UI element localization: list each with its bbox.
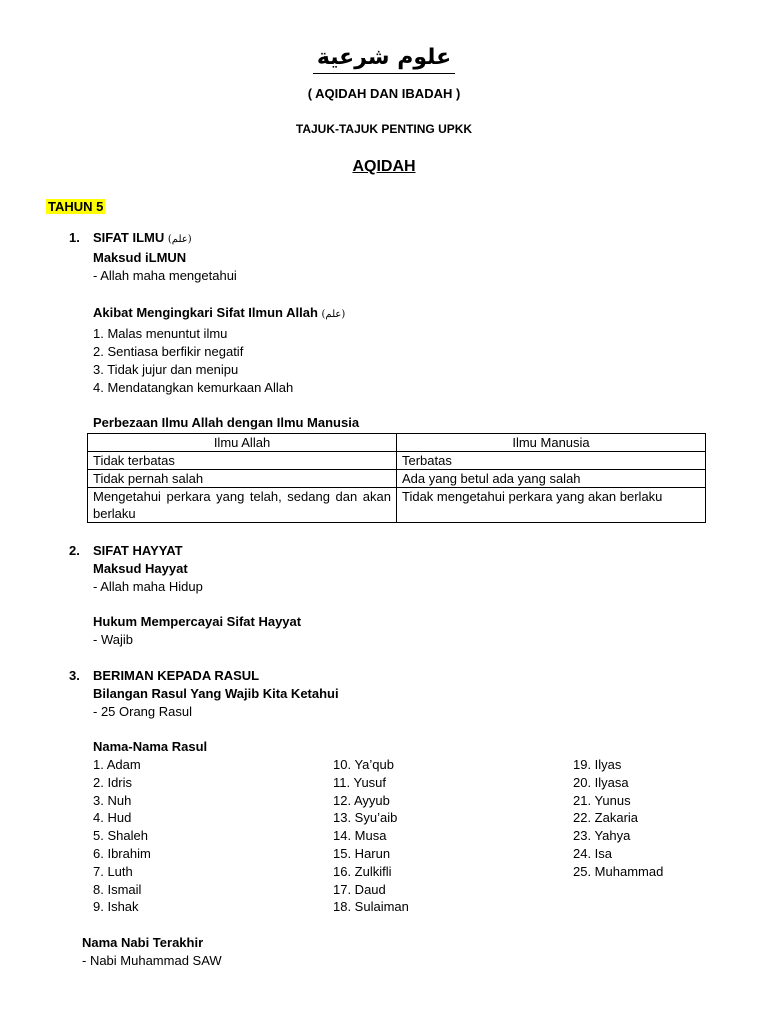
nabi-terakhir-heading: Nama Nabi Terakhir — [82, 935, 204, 950]
table-cell: Terbatas — [397, 452, 706, 470]
list-item: 9. Ishak — [93, 899, 139, 915]
list-item: 25. Muhammad — [573, 863, 664, 879]
list-item: 22. Zakaria — [573, 810, 639, 826]
list-item: 21. Yunus — [573, 792, 631, 808]
list-item: 18. Sulaiman — [333, 899, 409, 915]
list-item: 8. Ismail — [93, 881, 142, 897]
table-cell: Mengetahui perkara yang telah, sedang dan akan berlaku — [88, 488, 397, 523]
table-header: Ilmu Allah — [88, 434, 397, 452]
table-cell: Ada yang betul ada yang salah — [397, 470, 706, 488]
akibat-item: 4. Mendatangkan kemurkaan Allah — [93, 380, 294, 395]
akibat-heading: Akibat Mengingkari Sifat Ilmun Allah (علم) — [93, 305, 346, 320]
hukum-text: - Wajib — [93, 632, 133, 647]
table-cell: Tidak mengetahui perkara yang akan berlaku — [397, 488, 706, 523]
list-item: 4. Hud — [93, 810, 132, 826]
list-item: 19. Ilyas — [573, 757, 622, 772]
table-caption: Perbezaan Ilmu Allah dengan Ilmu Manusia — [93, 415, 360, 430]
maksud-hayyat-text: - Allah maha Hidup — [93, 579, 203, 594]
akibat-heading-arabic: (علم) — [321, 309, 346, 320]
section-1-title: SIFAT ILMU (علم) — [93, 230, 192, 245]
rasul-column-2 — [333, 756, 409, 916]
topic-heading: TAJUK-TAJUK PENTING UPKK — [295, 122, 473, 136]
section-3-title: BERIMAN KEPADA RASUL — [93, 668, 260, 683]
table-row — [88, 488, 706, 523]
table-row — [88, 470, 706, 488]
table-cell: Tidak pernah salah — [88, 470, 397, 488]
list-item: 12. Ayyub — [333, 792, 390, 808]
list-item: 7. Luth — [93, 863, 133, 879]
section-1-title-arabic: (علم) — [167, 234, 192, 245]
year-highlight: TAHUN 5 — [48, 199, 104, 214]
rasul-column-1 — [93, 756, 151, 916]
maksud-ilmun-heading: Maksud iLMUN — [93, 250, 187, 265]
arabic-title: علوم شرعية — [0, 45, 768, 74]
comparison-table — [87, 433, 706, 523]
akibat-item: 3. Tidak jujur dan menipu — [93, 362, 239, 377]
section-2-number: 2. — [69, 543, 80, 558]
table-cell: Tidak terbatas — [88, 452, 397, 470]
list-item: 24. Isa — [573, 845, 613, 861]
list-item: 2. Idris — [93, 774, 133, 790]
list-item: 11. Yusuf — [333, 774, 387, 790]
akibat-item: 2. Sentiasa berfikir negatif — [93, 344, 244, 359]
section-3-number: 3. — [69, 668, 80, 683]
table-header: Ilmu Manusia — [397, 434, 706, 452]
section-2-title: SIFAT HAYYAT — [93, 543, 183, 558]
list-item: 5. Shaleh — [93, 828, 148, 844]
list-item: 20. Ilyasa — [573, 774, 629, 790]
maksud-hayyat-heading: Maksud Hayyat — [93, 561, 188, 576]
bilangan-heading: Bilangan Rasul Yang Wajib Kita Ketahui — [93, 686, 339, 701]
hukum-heading: Hukum Mempercayai Sifat Hayyat — [93, 614, 302, 629]
nabi-terakhir-text: - Nabi Muhammad SAW — [82, 953, 222, 968]
rasul-column-3 — [573, 756, 663, 881]
subtitle: ( AQIDAH DAN IBADAH ) — [307, 86, 461, 101]
section-title: AQIDAH — [352, 158, 416, 175]
list-item: 14. Musa — [333, 828, 387, 844]
list-item: 15. Harun — [333, 845, 391, 861]
list-item: 23. Yahya — [573, 828, 631, 844]
list-item: 6. Ibrahim — [93, 845, 151, 861]
list-item: 1. Adam — [93, 757, 141, 772]
table-row — [88, 452, 706, 470]
nama-rasul-heading: Nama-Nama Rasul — [93, 739, 208, 754]
section-1-number: 1. — [69, 230, 80, 245]
list-item: 16. Zulkifli — [333, 863, 392, 879]
list-item: 10. Ya’qub — [333, 757, 394, 772]
maksud-ilmun-text: - Allah maha mengetahui — [93, 268, 237, 283]
list-item: 17. Daud — [333, 881, 386, 897]
list-item: 13. Syu’aib — [333, 810, 398, 826]
bilangan-text: - 25 Orang Rasul — [93, 704, 192, 719]
akibat-item: 1. Malas menuntut ilmu — [93, 326, 228, 341]
table-header-row — [88, 434, 706, 452]
list-item: 3. Nuh — [93, 792, 132, 808]
